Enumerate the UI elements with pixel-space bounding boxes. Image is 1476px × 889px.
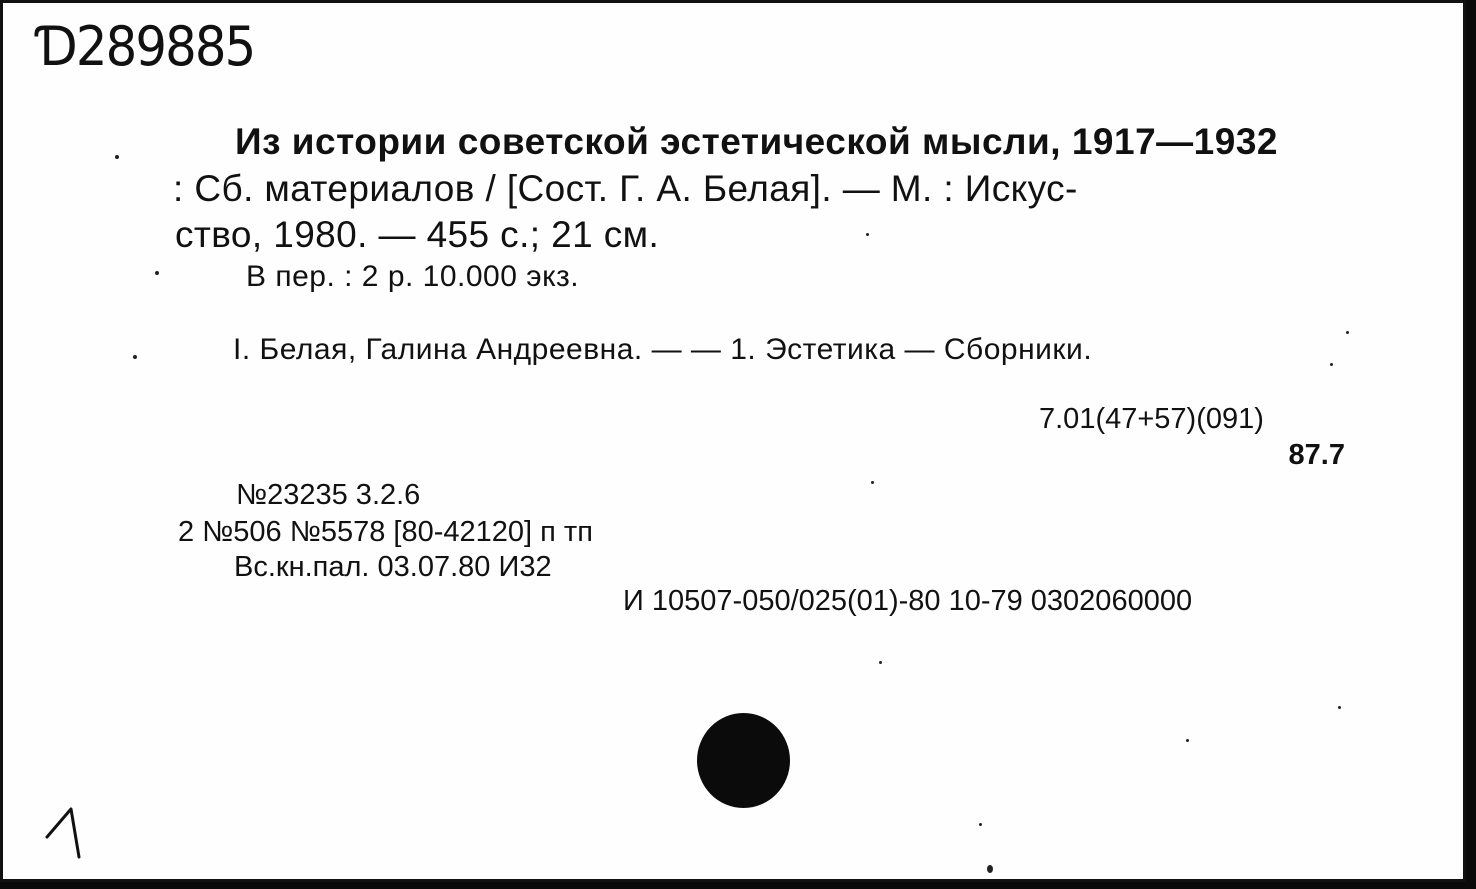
speck — [1346, 331, 1349, 334]
speck — [987, 865, 993, 873]
record-number: №23235 3.2.6 — [236, 479, 421, 511]
speck — [1330, 363, 1333, 366]
publisher-code: И 10507-050/025(01)-80 10-79 0302060000 — [623, 585, 1193, 617]
book-title: Из истории советской эстетической мысли, 1917—1932 — [235, 121, 1278, 162]
speck — [133, 355, 137, 359]
price-line: В пер. : 2 р. 10.000 экз. — [246, 260, 580, 293]
inventory-number: Ɗ289885 — [37, 15, 255, 78]
speck — [879, 661, 882, 664]
right-edge-strip — [1466, 0, 1476, 889]
subject-tracing: I. Белая, Галина Андреевна. — — 1. Эстетика — Сборники. — [233, 333, 1093, 366]
order-numbers: 2 №506 №5578 [80-42120] п тп — [178, 516, 593, 548]
bibliographic-line-1: : Сб. материалов / [Сост. Г. А. Белая]. — М. : Искус- — [173, 168, 1078, 209]
speck — [115, 155, 119, 159]
handwritten-one-icon — [39, 803, 99, 863]
bottom-edge-strip — [0, 882, 1476, 889]
speck — [979, 823, 982, 826]
udc-code: 7.01(47+57)(091) — [1039, 403, 1264, 435]
speck — [1186, 739, 1189, 742]
chamber-line: Вс.кн.пал. 03.07.80 И32 — [234, 551, 552, 583]
bbk-code: 87.7 — [1288, 439, 1345, 471]
speck — [871, 481, 874, 484]
speck — [866, 233, 869, 236]
punch-hole-icon — [697, 713, 790, 808]
speck — [1338, 706, 1341, 709]
bibliographic-line-2: ство, 1980. — 455 с.; 21 см. — [175, 214, 660, 255]
speck — [155, 271, 159, 275]
